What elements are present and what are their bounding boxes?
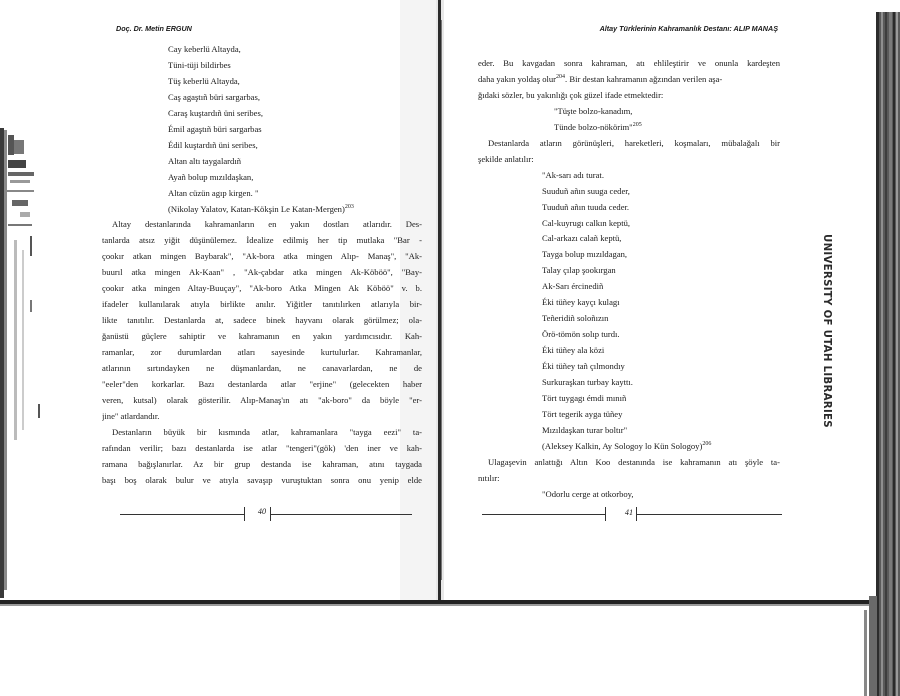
verse-line: Tört tegerik ayga tüñey bbox=[542, 408, 623, 419]
verse-line: Ak-Sarı ércinediñ bbox=[542, 281, 604, 292]
paragraph bbox=[478, 455, 780, 487]
paragraph bbox=[102, 425, 422, 489]
verse-line: "Ak-sarı adı turat. bbox=[542, 169, 604, 180]
paragraph bbox=[478, 136, 780, 168]
left-page bbox=[102, 24, 422, 544]
verse-line: Örö-tömön solıp turdı. bbox=[542, 329, 620, 340]
verse-line: Caş agaştıñ büri sargarbas, bbox=[168, 91, 260, 102]
verse-line: Caraş kuştardıñ üni seribes, bbox=[168, 107, 263, 118]
verse-line: Tüş keberlü Altayda, bbox=[168, 75, 240, 86]
page-body bbox=[102, 42, 422, 489]
verse-line: Éki tüñey kayçı kulagı bbox=[542, 297, 620, 308]
text-line: tanlarda atsız yiğit düşünülemez. İdealize edilmiş her tip mutlaka "Bar - bbox=[102, 235, 422, 246]
verse-line: Cal-kuyrugı calkın keptü, bbox=[542, 217, 631, 228]
text-line: rafından verilir; bazı destanlarda ise atlar "tengeri"(gök) 'den iner ve kah- bbox=[102, 442, 422, 453]
paragraph bbox=[478, 56, 780, 104]
verse-line: Éki tüñey tañ çılmondıy bbox=[542, 361, 625, 372]
library-stamp: UNIVERSITY OF UTAH LIBRARIES bbox=[821, 234, 832, 428]
text-line: eder. Bu kavgadan sonra kahraman, atı ehlileştirir ve onunla kardeşten bbox=[478, 58, 780, 68]
text-line: atlarının sırtındayken ne düşmanlardan, ne canavarlardan, ne de bbox=[102, 363, 422, 374]
text-line: nıtılır: bbox=[478, 472, 500, 483]
verse-line: "Odorlu cerge at otkorboy, bbox=[542, 488, 634, 499]
footnote-marker: 203 bbox=[344, 203, 354, 210]
page-body bbox=[478, 56, 780, 503]
quote-line: "Tüşte bolzo-kanadım, bbox=[554, 105, 633, 116]
text-line: Destanların büyük bir kısmında atlar, kahramanlara "tayga eezi" ta- bbox=[112, 426, 422, 437]
text-line: jine" atlardandır. bbox=[102, 410, 160, 421]
verse-line: Altan cüzün agıp kirgen. " bbox=[168, 187, 259, 198]
text-with-footnote: daha yakın yoldaş olur$^{204}$. Bir destan kahramanın ağzından verilen aşa- bbox=[478, 73, 723, 84]
verse-block bbox=[478, 168, 780, 455]
verse-line: Tuuduñ añın tuuda ceder. bbox=[542, 201, 630, 212]
text-line: veren, kutsal) olarak gösterilir. Alıp-Manaş'ın atı "ak-boro" da böyle "er- bbox=[102, 394, 422, 405]
right-page bbox=[478, 24, 780, 544]
verse-line: Éki tüñey ala közi bbox=[542, 345, 605, 356]
text-line: şekilde anlatılır: bbox=[478, 153, 534, 164]
text-line: ramana bağışlanırlar. Az bir grup destanda ise kahraman, atını taygada bbox=[102, 458, 422, 469]
verse-line: Tayga bolup mızıldagan, bbox=[542, 249, 628, 260]
page-number: 41 bbox=[624, 508, 634, 517]
verse-line: Talay çılap şookırgan bbox=[542, 265, 616, 276]
page-number: 40 bbox=[257, 507, 267, 516]
text-line: çookır atka mingen Altay-Buuçay", "Ak-boro Atka Mingen Ak Köböö" v. b. bbox=[102, 283, 422, 294]
text-line: ramanlar, zor durumlardan atları sayesinde kurtulurlar. Kahramanlar, bbox=[102, 347, 422, 358]
footnote-marker: 204 bbox=[556, 74, 566, 81]
verse-line: Teñeridiñ soloñızın bbox=[542, 313, 609, 324]
verse-line: Mızıldaşkan turar boltır" bbox=[542, 424, 628, 435]
text-line: likte tanıtılır. Destanlarda at, sadece binek hayvanı olarak görülmez; ola- bbox=[102, 315, 422, 326]
verse-line: Altan altı taygalardıñ bbox=[168, 155, 242, 166]
verse-line: Cal-arkazı calañ keptü, bbox=[542, 233, 622, 244]
text-line: ifadeler kullanılarak atıyla birlikte anılır. Yiğitler tanıtılırken atlarıyla bir- bbox=[102, 299, 422, 310]
text-line: Destanlarda atların görünüşleri, hareketleri, koşmaları, mübalağalı bir bbox=[488, 137, 780, 148]
text-line: buurıl atka mingen Ak-Kaan" , "Ak-çabdar atka mingen Ak-Köböö", "Bay- bbox=[102, 267, 422, 278]
source-citation: (Aleksey Kalkin, Ay Sologoy lo Kün Sologoy)$^{206}$ bbox=[542, 440, 712, 451]
running-head: Altay Türklerinin Kahramanlık Destanı: ALIP MANAŞ bbox=[599, 24, 778, 33]
verse-line: Tört tuygagı émdi mınıñ bbox=[542, 393, 627, 404]
text-line: çookır atkan mingen Baybarak", "Ak-bora atka mingen Alıp- Manaş", "Ak- bbox=[102, 251, 422, 262]
verse-line: Cay keberlü Altayda, bbox=[168, 44, 241, 54]
text-line bbox=[478, 72, 780, 88]
footnote-marker: 206 bbox=[702, 441, 712, 448]
quote-line: Tünde bolzo-nökörim"$^{205}$ bbox=[554, 121, 642, 132]
text-line: ğanüstü güçlere sahiptir ve kahramanın en yakın yardımcısıdır. Kah- bbox=[102, 331, 422, 342]
running-head: Doç. Dr. Metin ERGUN bbox=[116, 24, 192, 33]
verse-line: Émil agaştıñ büri sargarbas bbox=[168, 123, 262, 134]
footnote-marker: 205 bbox=[632, 121, 642, 128]
verse-block bbox=[102, 42, 422, 217]
text-line: Altay destanlarında kahramanların en yakın dostları atlarıdır. Des- bbox=[112, 219, 422, 230]
text-line: "eeler"den korkarlar. Bazı destanlarda atlar "erjine" (gelecekten haber bbox=[102, 379, 422, 390]
verse-line: Surkuraşkan turbay kayttı. bbox=[542, 377, 633, 388]
text-line: Ulagaşevin anlattığı Altın Koo destanında ise kahramanın atı şöyle ta- bbox=[488, 456, 780, 467]
verse-line: Tüni-tüji bildirbes bbox=[168, 59, 231, 70]
verse-line: Édil kuştardıñ üni seribes, bbox=[168, 139, 258, 150]
verse-line: Ayañ bolup mızıldaşkan, bbox=[168, 171, 254, 182]
verse-line: Suuduñ añın suuga ceder, bbox=[542, 185, 630, 196]
text-line: başı boş olarak bulur ve atıyla savaşıp vuruştuktan sonra onu yenip elde bbox=[102, 474, 422, 485]
quote-block bbox=[478, 104, 780, 136]
text-line: ğıdaki sözler, bu yakınlığı çok güzel ifade etmektedir: bbox=[478, 89, 664, 100]
paragraph bbox=[102, 217, 422, 424]
source-citation: (Nikolay Yalatov, Katan-Kökşin Le Katan-Mergen)$^{203}$ bbox=[168, 203, 354, 214]
